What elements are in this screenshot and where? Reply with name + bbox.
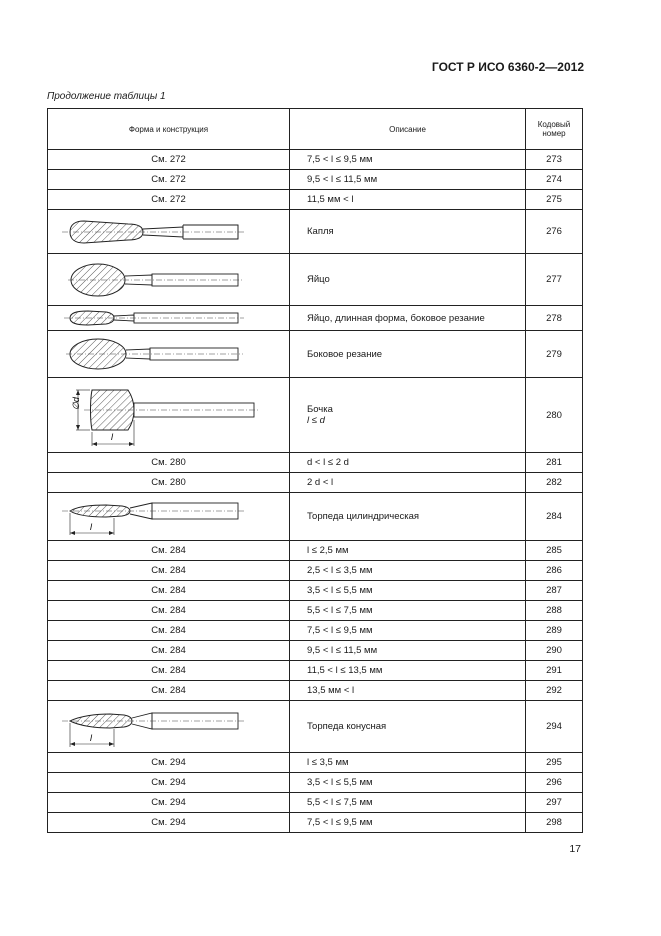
form-cell: См. 284 [48, 541, 290, 561]
description-cell: 2,5 < l ≤ 3,5 мм [290, 561, 526, 581]
table-header-row [48, 109, 583, 150]
dim-d-label: ∅d [71, 397, 81, 410]
conical-torpedo-icon [48, 701, 289, 752]
table-row [48, 541, 583, 561]
description-cell: 7,5 < l ≤ 9,5 мм [290, 813, 526, 833]
description-cell: 11,5 < l ≤ 13,5 мм [290, 661, 526, 681]
code-cell: 296 [526, 773, 583, 793]
form-cell: См. 272 [48, 170, 290, 190]
page-number: 17 [569, 843, 581, 855]
table-row [48, 701, 583, 753]
description-cell: 11,5 мм < l [290, 190, 526, 210]
code-cell: 273 [526, 150, 583, 170]
barrel-shape-icon [48, 378, 289, 452]
dim-l-label: l [111, 432, 113, 442]
description-cell: 7,5 < l ≤ 9,5 мм [290, 621, 526, 641]
table-row [48, 681, 583, 701]
code-cell: 278 [526, 306, 583, 331]
egg-shape-icon [48, 254, 289, 305]
shapes-table [47, 108, 583, 833]
table-row [48, 493, 583, 541]
description-cell: 7,5 < l ≤ 9,5 мм [290, 150, 526, 170]
code-cell: 288 [526, 601, 583, 621]
description-cell: 3,5 < l ≤ 5,5 мм [290, 581, 526, 601]
form-cell: См. 280 [48, 473, 290, 493]
description-cell: l ≤ 3,5 мм [290, 753, 526, 773]
table-row [48, 306, 583, 331]
dim-l-label: l [90, 733, 92, 743]
side-cut-egg-icon [48, 331, 289, 377]
code-cell: 294 [526, 701, 583, 753]
code-cell: 284 [526, 493, 583, 541]
description-cell: 3,5 < l ≤ 5,5 мм [290, 773, 526, 793]
code-cell: 295 [526, 753, 583, 773]
continuation-caption: Продолжение таблицы 1 [47, 91, 166, 102]
description-cell: d < l ≤ 2 d [290, 453, 526, 473]
dim-l-label: l [90, 522, 92, 532]
table-row [48, 190, 583, 210]
long-egg-shape-icon [48, 306, 289, 330]
col-header-description: Описание [290, 109, 526, 150]
table-row [48, 813, 583, 833]
code-cell: 285 [526, 541, 583, 561]
code-cell: 276 [526, 210, 583, 254]
description-cell: 2 d < l [290, 473, 526, 493]
form-cell: См. 284 [48, 641, 290, 661]
table-row [48, 793, 583, 813]
standard-header: ГОСТ Р ИСО 6360-2—2012 [431, 60, 584, 74]
table-row [48, 561, 583, 581]
form-cell: См. 294 [48, 773, 290, 793]
table-row [48, 453, 583, 473]
table-row [48, 210, 583, 254]
code-cell: 275 [526, 190, 583, 210]
form-cell: См. 272 [48, 190, 290, 210]
table-row [48, 170, 583, 190]
table-row [48, 641, 583, 661]
table-row [48, 254, 583, 306]
form-cell: См. 294 [48, 793, 290, 813]
code-cell: 279 [526, 331, 583, 378]
code-cell: 292 [526, 681, 583, 701]
table-row [48, 661, 583, 681]
description-cell: Капля [290, 210, 526, 254]
code-cell: 281 [526, 453, 583, 473]
form-cell: См. 284 [48, 661, 290, 681]
description-cell: 5,5 < l ≤ 7,5 мм [290, 601, 526, 621]
form-cell: См. 294 [48, 753, 290, 773]
form-cell: См. 284 [48, 581, 290, 601]
table-row [48, 378, 583, 453]
description-cell: 9,5 < l ≤ 11,5 мм [290, 641, 526, 661]
form-cell: См. 294 [48, 813, 290, 833]
drop-shape-icon [48, 210, 289, 253]
description-cell: 13,5 мм < l [290, 681, 526, 701]
code-cell: 282 [526, 473, 583, 493]
code-cell: 274 [526, 170, 583, 190]
description-cell: 9,5 < l ≤ 11,5 мм [290, 170, 526, 190]
form-cell: См. 284 [48, 681, 290, 701]
table-row [48, 601, 583, 621]
description-cell: Яйцо [290, 254, 526, 306]
table-row [48, 621, 583, 641]
description-cell: Торпеда цилиндрическая [290, 493, 526, 541]
col-header-code: Кодовый номер [526, 109, 583, 150]
form-cell: См. 284 [48, 621, 290, 641]
table-row [48, 473, 583, 493]
form-cell: См. 284 [48, 561, 290, 581]
table-row [48, 331, 583, 378]
description-cell: Боковое резание [290, 331, 526, 378]
table-row [48, 581, 583, 601]
table-row [48, 773, 583, 793]
col-header-form: Форма и конструкция [48, 109, 290, 150]
cylindrical-torpedo-icon [48, 493, 289, 540]
code-cell: 298 [526, 813, 583, 833]
code-cell: 280 [526, 378, 583, 453]
description-cell: Яйцо, длинная форма, боковое резание [290, 306, 526, 331]
code-cell: 277 [526, 254, 583, 306]
code-cell: 291 [526, 661, 583, 681]
description-cell: Бочка [307, 404, 333, 415]
code-cell: 290 [526, 641, 583, 661]
form-cell: См. 284 [48, 601, 290, 621]
form-cell: См. 280 [48, 453, 290, 473]
code-cell: 286 [526, 561, 583, 581]
code-cell: 289 [526, 621, 583, 641]
description-condition: l ≤ d [307, 415, 325, 426]
code-cell: 287 [526, 581, 583, 601]
description-cell: Торпеда конусная [290, 701, 526, 753]
table-row [48, 753, 583, 773]
code-cell: 297 [526, 793, 583, 813]
form-cell: См. 272 [48, 150, 290, 170]
table-row [48, 150, 583, 170]
description-cell: 5,5 < l ≤ 7,5 мм [290, 793, 526, 813]
description-cell: l ≤ 2,5 мм [290, 541, 526, 561]
